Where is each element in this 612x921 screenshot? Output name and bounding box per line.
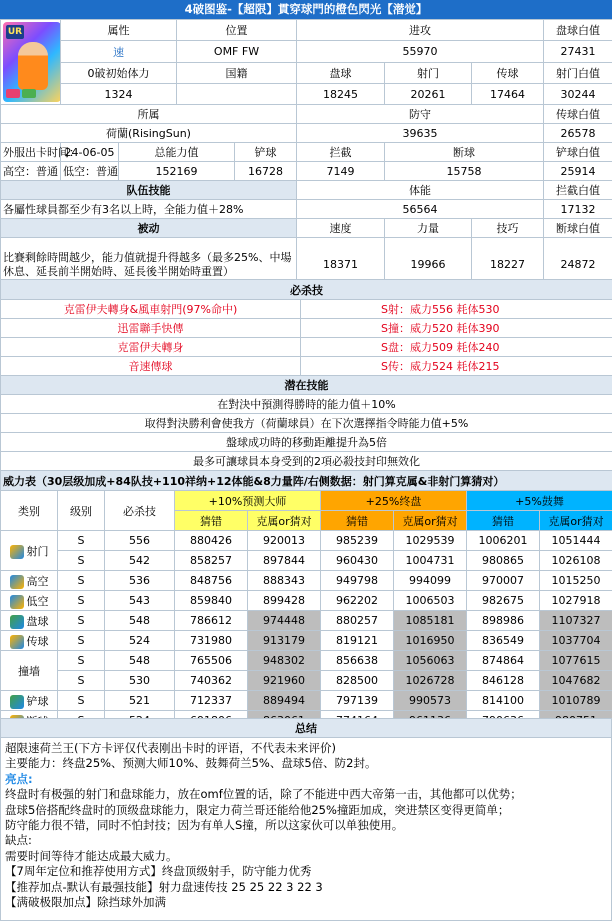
- label-block: 拦截: [297, 143, 385, 162]
- category-cell: 铲球: [1, 691, 58, 711]
- skill-stat: S传：威力524 耗体215: [301, 357, 612, 376]
- value-cell: 880257: [321, 611, 394, 631]
- fw-badge-icon: [6, 89, 20, 98]
- level-cell: S: [58, 571, 105, 591]
- label-attribute: 属性: [61, 20, 177, 41]
- level-cell: S: [58, 551, 105, 571]
- summary-line: 盘球5倍搭配终盘时的顶级盘球能力，限定力荷兰哥还能给他25%撞距加成，突进禁区变得更简单；: [5, 802, 510, 817]
- value-block: 7149: [297, 162, 385, 181]
- category-cell: 低空: [1, 591, 58, 611]
- label-shoot: 射门: [385, 63, 472, 84]
- skill-name: 迅雷聯手快傳: [1, 319, 301, 338]
- omf-badge-icon: [22, 89, 36, 98]
- level-cell: S: [58, 591, 105, 611]
- summary-highlight-label: 亮点:: [5, 771, 33, 786]
- value-nationality: [177, 84, 297, 105]
- card-portrait: [1, 20, 61, 105]
- value-cell: 859840: [175, 591, 248, 611]
- summary-weakness-label: 缺点:: [5, 833, 32, 848]
- value-cell: 985239: [321, 531, 394, 551]
- character-portrait-icon: [3, 22, 61, 102]
- category-cell: 盘球: [1, 611, 58, 631]
- label-dribble-base: 盘球白值: [544, 20, 612, 41]
- page-title: 4破图鉴-【超限】貫穿球門的橙色閃光【潜觉】: [0, 0, 612, 19]
- team-skill-header: 队伍技能: [1, 181, 297, 200]
- value-cell: 846128: [467, 671, 540, 691]
- value-cell: 731980: [175, 631, 248, 651]
- power-cell: 543: [105, 591, 175, 611]
- dribble-icon: [10, 615, 24, 629]
- value-cell: 1010789: [540, 691, 612, 711]
- label-release-date: 外服出卡时间：: [1, 143, 61, 162]
- summary-line: 需要时间等待才能达成最大威力。: [5, 848, 178, 863]
- latent-skill-item: 取得對決勝利會使我方（荷蘭球員）在下次選擇指令時能力值+5%: [1, 414, 612, 433]
- value-cell: 974448: [248, 611, 321, 631]
- value-defense: 39635: [297, 124, 544, 143]
- header-icon: [10, 575, 24, 589]
- value-cell: 1077615: [540, 651, 612, 671]
- value-pass-base: 26578: [544, 124, 612, 143]
- summary-header: 总结: [0, 718, 612, 738]
- value-power: 19966: [385, 238, 472, 292]
- sub-right: 克属or猜对: [394, 511, 467, 531]
- skill-name: 克雷伊夫轉身&風車射門(97%命中): [1, 300, 301, 319]
- label-block-base: 拦截白值: [544, 181, 612, 200]
- label-tackle-base: 铲球白值: [544, 143, 612, 162]
- value-cell: 836549: [467, 631, 540, 651]
- stats-table: [0, 19, 612, 292]
- value-cell: 1016950: [394, 631, 467, 651]
- value-dribble-base: 27431: [544, 40, 612, 62]
- value-cell: 949798: [321, 571, 394, 591]
- value-attack: 55970: [297, 40, 544, 62]
- value-cell: 921960: [248, 671, 321, 691]
- value-dribble: 18245: [297, 84, 385, 105]
- label-team: 所属: [1, 105, 297, 124]
- value-cell: 856638: [321, 651, 394, 671]
- value-cell: 858257: [175, 551, 248, 571]
- latent-skill-item: 盤球成功時的移動距離提升為5倍: [1, 433, 612, 452]
- value-cell: 874864: [467, 651, 540, 671]
- value-cell: 1026728: [394, 671, 467, 691]
- value-cell: 1056063: [394, 651, 467, 671]
- summary-line: 超限速荷兰王(下方卡评仅代表刚出卡时的评语，不代表未来评价): [5, 741, 336, 755]
- value-cell: 980865: [467, 551, 540, 571]
- table-row: [1, 651, 612, 671]
- label-dribble: 盘球: [297, 63, 385, 84]
- label-power: 力量: [385, 219, 472, 238]
- value-cell: 982675: [467, 591, 540, 611]
- summary-line: 防守能力很不错，同时不怕封技；因为有单人S撞，所以这家伙可以单独使用。: [5, 818, 404, 833]
- skill-stat: S盘：威力509 耗体240: [301, 338, 612, 357]
- value-cell: 1107327: [540, 611, 612, 631]
- value-cell: 888343: [248, 571, 321, 591]
- skill-stat: S撞：威力520 耗体390: [301, 319, 612, 338]
- player-figure-icon: [18, 42, 48, 90]
- level-cell: S: [58, 651, 105, 671]
- level-cell: S: [58, 531, 105, 551]
- label-initial-stamina: 0破初始体力: [61, 63, 177, 84]
- value-cell: 1015250: [540, 571, 612, 591]
- value-cell: 828500: [321, 671, 394, 691]
- power-table: [0, 470, 612, 731]
- value-team: 荷蘭(RisingSun): [1, 124, 297, 143]
- col-skill-power: 必杀技: [105, 491, 175, 531]
- col-level: 级别: [58, 491, 105, 531]
- label-intercept: 断球: [385, 143, 544, 162]
- value-stamina: 56564: [297, 200, 544, 219]
- label-nationality: 国籍: [177, 63, 297, 84]
- value-cell: 765506: [175, 651, 248, 671]
- value-cell: 814100: [467, 691, 540, 711]
- summary-section: [0, 718, 612, 921]
- value-cell: 1026108: [540, 551, 612, 571]
- value-cell: 1085181: [394, 611, 467, 631]
- value-cell: 948302: [248, 651, 321, 671]
- value-cell: 1037704: [540, 631, 612, 651]
- value-speed: 18371: [297, 238, 385, 292]
- table-row: [1, 571, 612, 591]
- value-position: OMF FW: [177, 40, 297, 62]
- pass-icon: [10, 635, 24, 649]
- value-cell: 899428: [248, 591, 321, 611]
- level-cell: S: [58, 631, 105, 651]
- label-total-power: 总能力值: [119, 143, 235, 162]
- value-cell: 962202: [321, 591, 394, 611]
- power-cell: 524: [105, 631, 175, 651]
- passive-text: 比賽剩餘時間越少，能力值就提升得越多（最多25%、中場休息、延長前半開始時、延長後半開始時重置）: [1, 238, 297, 292]
- label-pass-base: 传球白值: [544, 105, 612, 124]
- shoot-icon: [10, 545, 24, 559]
- label-position: 位置: [177, 20, 297, 41]
- volley-icon: [10, 595, 24, 609]
- power-cell: 556: [105, 531, 175, 551]
- value-low-ball: 低空：普通: [61, 162, 119, 181]
- value-cell: 1027918: [540, 591, 612, 611]
- special-skills-header: 必杀技: [1, 280, 612, 300]
- value-cell: 994099: [394, 571, 467, 591]
- value-high-ball: 高空：普通: [1, 162, 61, 181]
- value-cell: 1029539: [394, 531, 467, 551]
- value-cell: 797139: [321, 691, 394, 711]
- summary-line: 【推荐加点-默认有最强技能】射力盘速传技 25 25 22 3 22 3: [5, 879, 323, 894]
- skill-name: 音速傳球: [1, 357, 301, 376]
- label-defense: 防守: [297, 105, 544, 124]
- summary-line: 主要能力：终盘25%、预测大师10%、鼓舞荷兰5%、盘球5倍、防2封。: [5, 756, 377, 771]
- value-cell: 990573: [394, 691, 467, 711]
- value-cell: 880426: [175, 531, 248, 551]
- summary-line: 【7周年定位和推荐使用方式】终盘顶级射手，防守能力优秀: [5, 864, 312, 879]
- level-cell: S: [58, 671, 105, 691]
- skill-stat: S射：威力556 耗体530: [301, 300, 612, 319]
- summary-body: [0, 738, 612, 921]
- table-row: [1, 591, 612, 611]
- value-cell: 848756: [175, 571, 248, 591]
- power-table-header: 威力表（30层级加成+84队技+110祥纳+12体能&8力量阵/右侧数据：射门算克属&非射门算猜对）: [1, 471, 612, 491]
- value-release-date: 24-06-05: [61, 143, 119, 162]
- value-intercept-base: 24872: [544, 238, 612, 292]
- power-cell: 521: [105, 691, 175, 711]
- value-cell: 1006201: [467, 531, 540, 551]
- tackle-icon: [10, 695, 24, 709]
- value-tackle: 16728: [235, 162, 297, 181]
- power-cell: 536: [105, 571, 175, 591]
- group-endgame: +25%终盘: [321, 491, 467, 511]
- table-row: [1, 531, 612, 551]
- special-skills-table: [0, 279, 612, 376]
- label-technique: 技巧: [472, 219, 544, 238]
- value-cell: 920013: [248, 531, 321, 551]
- power-cell: 530: [105, 671, 175, 691]
- value-cell: 786612: [175, 611, 248, 631]
- value-cell: 889494: [248, 691, 321, 711]
- value-intercept: 15758: [385, 162, 544, 181]
- value-cell: 970007: [467, 571, 540, 591]
- summary-line: 终盘时有极强的射门和盘球能力，放在omf位置的话，除了不能进中西大帝第一击，其他都可以优势；: [5, 787, 522, 802]
- table-row: [1, 551, 612, 571]
- sub-wrong: 猜错: [175, 511, 248, 531]
- level-cell: S: [58, 611, 105, 631]
- value-cell: 740362: [175, 671, 248, 691]
- category-cell: 撞墙: [1, 651, 58, 691]
- value-cell: 897844: [248, 551, 321, 571]
- value-cell: 1004731: [394, 551, 467, 571]
- value-tackle-base: 25914: [544, 162, 612, 181]
- value-cell: 1006503: [394, 591, 467, 611]
- table-row: [1, 611, 612, 631]
- label-attack: 进攻: [297, 20, 544, 41]
- label-shoot-base: 射门白值: [544, 63, 612, 84]
- group-inspire: +5%鼓舞: [467, 491, 612, 511]
- label-stamina: 体能: [297, 181, 544, 200]
- label-intercept-base: 断球白值: [544, 219, 612, 238]
- value-attribute: 速: [61, 40, 177, 62]
- label-tackle: 铲球: [235, 143, 297, 162]
- level-cell: S: [58, 691, 105, 711]
- value-cell: 1051444: [540, 531, 612, 551]
- value-cell: 819121: [321, 631, 394, 651]
- value-pass: 17464: [472, 84, 544, 105]
- table-row: [1, 691, 612, 711]
- summary-line: 【满破极限加点】除挡球外加满: [5, 895, 166, 910]
- skill-name: 克雷伊夫轉身: [1, 338, 301, 357]
- group-predict: +10%预测大师: [175, 491, 321, 511]
- sub-wrong: 猜错: [321, 511, 394, 531]
- ur-rarity-icon: UR: [7, 27, 23, 37]
- value-technique: 18227: [472, 238, 544, 292]
- latent-skill-item: 最多可讓球員本身受到的2項必殺技封印無效化: [1, 452, 612, 471]
- value-cell: 960430: [321, 551, 394, 571]
- power-cell: 542: [105, 551, 175, 571]
- table-row: [1, 631, 612, 651]
- sub-right: 克属or猜对: [248, 511, 321, 531]
- team-skill-text: 各屬性球員都至少有3名以上時，全能力值＋28%: [1, 200, 297, 219]
- category-cell: 高空: [1, 571, 58, 591]
- passive-header: 被动: [1, 219, 297, 238]
- power-cell: 548: [105, 651, 175, 671]
- value-initial-stamina: 1324: [61, 84, 177, 105]
- value-cell: 913179: [248, 631, 321, 651]
- table-row: [1, 671, 612, 691]
- value-shoot: 20261: [385, 84, 472, 105]
- value-shoot-base: 30244: [544, 84, 612, 105]
- label-speed: 速度: [297, 219, 385, 238]
- value-cell: 1047682: [540, 671, 612, 691]
- power-cell: 548: [105, 611, 175, 631]
- value-cell: 898986: [467, 611, 540, 631]
- col-category: 类别: [1, 491, 58, 531]
- sub-wrong: 猜错: [467, 511, 540, 531]
- label-pass: 传球: [472, 63, 544, 84]
- value-cell: 712337: [175, 691, 248, 711]
- category-cell: 传球: [1, 631, 58, 651]
- latent-skills-table: [0, 375, 612, 471]
- latent-skills-header: 潜在技能: [1, 376, 612, 395]
- value-block-base: 17132: [544, 200, 612, 219]
- latent-skill-item: 在對決中預測得勝時的能力值＋10%: [1, 395, 612, 414]
- sub-right: 克属or猜对: [540, 511, 612, 531]
- category-cell: 射门: [1, 531, 58, 571]
- value-total-power: 152169: [119, 162, 235, 181]
